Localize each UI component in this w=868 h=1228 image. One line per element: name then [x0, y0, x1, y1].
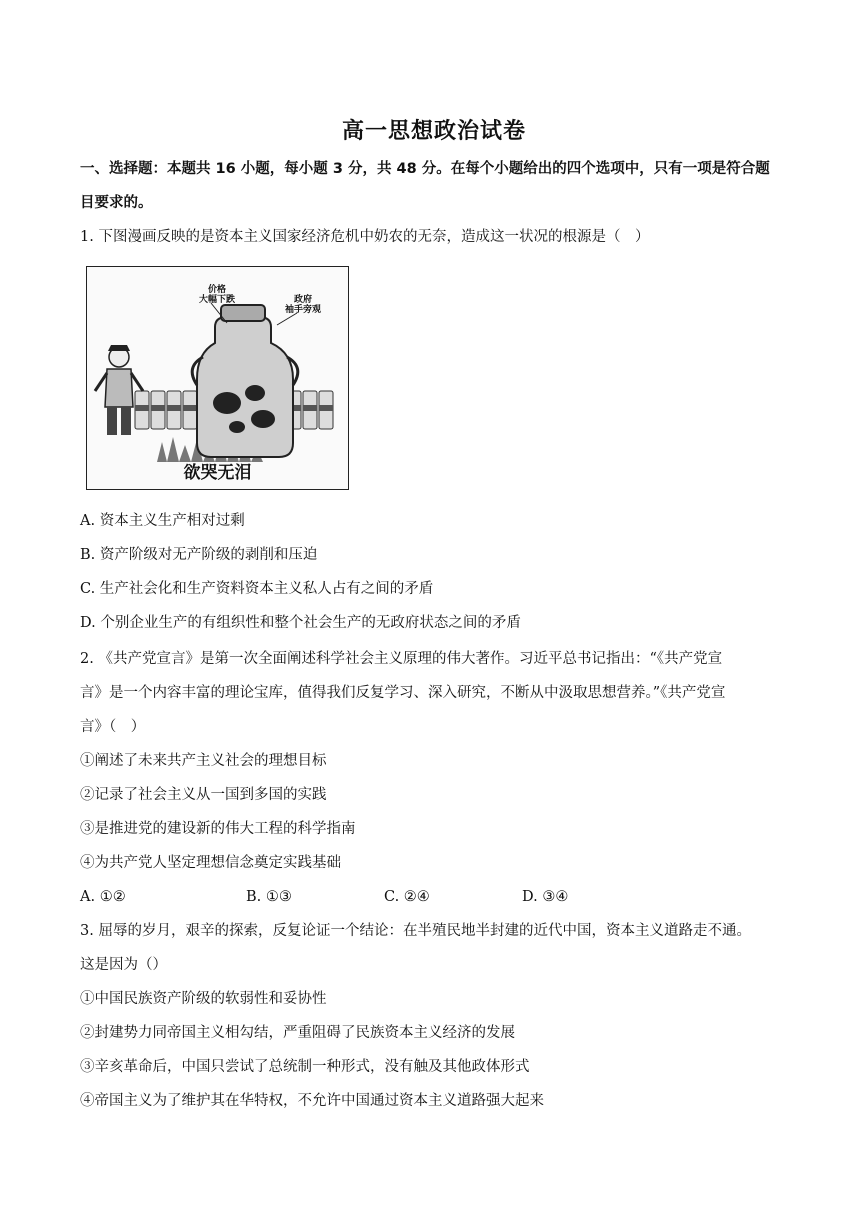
cartoon-figure [86, 266, 349, 490]
question-2-item-2: ②记录了社会主义从一国到多国的实践 [80, 787, 327, 803]
figure-caption: 欲哭无泪 [183, 463, 252, 483]
question-2-stem-line-1: 2. 《共产党宣言》是第一次全面阐述科学社会主义原理的伟大著作。习近平总书记指出：“《共产党宣 [80, 651, 723, 667]
question-3-item-4: ④帝国主义为了维护其在华特权，不允许中国通过资本主义道路强大起来 [80, 1093, 544, 1109]
question-2-option-d: D. ③④ [522, 889, 569, 905]
figure-label-price-line-2: 大幅下跌 [199, 295, 236, 305]
question-3-item-3: ③辛亥革命后，中国只尝试了总统制一种形式，没有触及其他政体形式 [80, 1059, 530, 1075]
figure-label-price-line-1: 价格 [207, 285, 226, 295]
question-2-item-4: ④为共产党人坚定理想信念奠定实践基础 [80, 855, 341, 871]
figure-label-price [199, 285, 235, 305]
question-3-stem-line-2: 这是因为（） [80, 957, 167, 973]
section-instruction-line-1: 一、选择题：本题共 16 小题，每小题 3 分，共 48 分。在每个小题给出的四个选项中，只有一项是符合题 [80, 161, 770, 177]
figure-label-gov-line-1: 政府 [293, 295, 312, 305]
question-1-option-b: B. 资产阶级对无产阶级的剥削和压迫 [80, 547, 318, 563]
figure-label-government [281, 295, 325, 315]
question-2-option-c: C. ②④ [384, 889, 430, 905]
question-1-option-a: A. 资本主义生产相对过剩 [80, 513, 245, 529]
question-1-option-d: D. 个别企业生产的有组织性和整个社会生产的无政府状态之间的矛盾 [80, 615, 521, 631]
section-instruction-line-2: 目要求的。 [80, 195, 153, 211]
question-3-item-1: ①中国民族资产阶级的软弱性和妥协性 [80, 991, 327, 1007]
question-3-item-2: ②封建势力同帝国主义相勾结，严重阻碍了民族资本主义经济的发展 [80, 1025, 515, 1041]
question-1-option-c: C. 生产社会化和生产资料资本主义私人占有之间的矛盾 [80, 581, 434, 597]
page-title: 高一思想政治试卷 [341, 119, 526, 144]
question-3-stem-line-1: 3. 屈辱的岁月，艰辛的探索，反复论证一个结论：在半殖民地半封建的近代中国，资本主义道路走不通。 [80, 923, 751, 939]
question-2-stem-line-2: 言》是一个内容丰富的理论宝库，值得我们反复学习、深入研究，不断从中汲取思想营养。”《共产党宣 [80, 685, 726, 701]
question-2-option-a: A. ①② [80, 889, 126, 905]
figure-label-gov-line-2: 袖手旁观 [284, 305, 321, 315]
question-2-stem-line-3: 言》（ ） [80, 719, 146, 735]
question-1-stem: 1. 下图漫画反映的是资本主义国家经济危机中奶农的无奈，造成这一状况的根源是（ ） [80, 229, 650, 245]
question-2-item-3: ③是推进党的建设新的伟大工程的科学指南 [80, 821, 356, 837]
question-2-item-1: ①阐述了未来共产主义社会的理想目标 [80, 753, 327, 769]
question-2-option-b: B. ①③ [246, 889, 292, 905]
